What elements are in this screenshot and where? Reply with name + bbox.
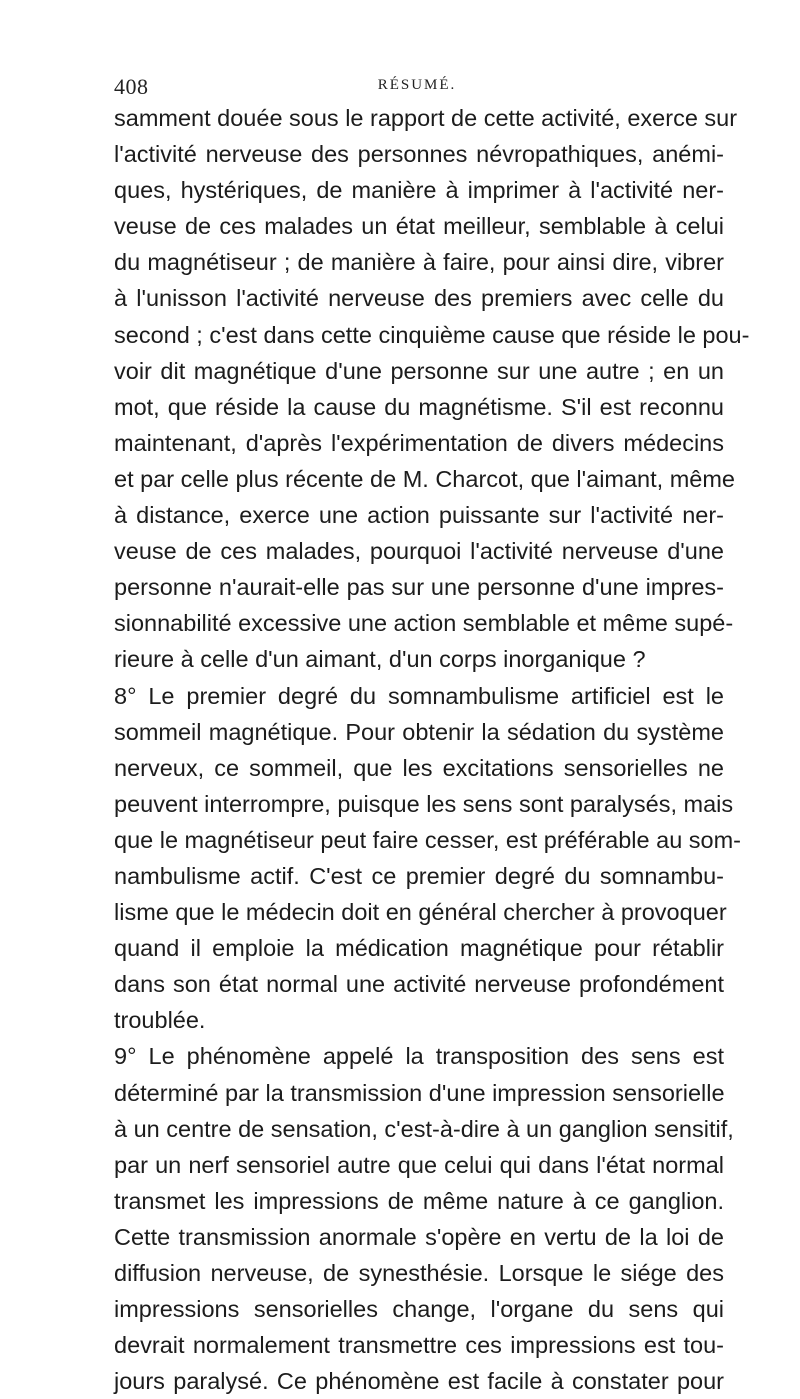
text-line: sommeil magnétique. Pour obtenir la sédation du système bbox=[114, 718, 724, 745]
text-line: personne n'aurait-elle pas sur une personne d'une impres- bbox=[114, 574, 724, 601]
text-line: ques, hystériques, de manière à imprimer à l'activité ner- bbox=[114, 177, 724, 204]
body-text bbox=[114, 100, 750, 1399]
text-line: troublée. bbox=[114, 1007, 206, 1034]
text-line: sionnabilité excessive une action semblable et même supé- bbox=[114, 610, 734, 637]
text-line: à distance, exerce une action puissante sur l'activité ner- bbox=[114, 502, 724, 529]
text-line: maintenant, d'après l'expérimentation de divers médecins bbox=[114, 429, 724, 456]
text-line: peuvent interrompre, puisque les sens sont paralysés, mais bbox=[114, 790, 734, 817]
text-line: 9° Le phénomène appelé la transposition des sens est bbox=[114, 1043, 724, 1070]
text-line: devrait normalement transmettre ces impressions est tou- bbox=[114, 1332, 724, 1359]
text-line: samment douée sous le rapport de cette activité, exerce sur bbox=[114, 105, 738, 131]
running-head: RÉSUMÉ. bbox=[377, 77, 457, 93]
page-header bbox=[114, 74, 720, 99]
text-line: second ; c'est dans cette cinquième cause que réside le pou- bbox=[114, 321, 750, 348]
text-line: et par celle plus récente de M. Charcot, que l'aimant, même bbox=[114, 465, 736, 492]
text-line: du magnétiseur ; de manière à faire, pour ainsi dire, vibrer bbox=[114, 249, 724, 276]
text-line: quand il emploie la médication magnétique pour rétablir bbox=[114, 935, 724, 962]
text-line: nerveux, ce sommeil, que les excitations sensorielles ne bbox=[114, 754, 724, 781]
text-line: 8° Le premier degré du somnambulisme artificiel est le bbox=[114, 682, 724, 709]
text-line: à un centre de sensation, c'est-à-dire à un ganglion sensitif, bbox=[114, 1115, 734, 1142]
text-line: lisme que le médecin doit en général chercher à provoquer bbox=[114, 899, 727, 926]
text-line: l'activité nerveuse des personnes névropathiques, anémi- bbox=[114, 141, 724, 168]
page-number: 408 bbox=[114, 74, 149, 99]
text-line: rieure à celle d'un aimant, d'un corps inorganique ? bbox=[114, 646, 646, 673]
text-line: nambulisme actif. C'est ce premier degré du somnambu- bbox=[114, 862, 724, 889]
text-line: diffusion nerveuse, de synesthésie. Lorsque le siége des bbox=[114, 1260, 724, 1286]
text-line: par un nerf sensoriel autre que celui qui dans l'état normal bbox=[114, 1151, 724, 1178]
text-line: jours paralysé. Ce phénomène est facile à constater pour bbox=[114, 1368, 724, 1395]
text-line: veuse de ces malades un état meilleur, semblable à celui bbox=[114, 213, 724, 240]
text-line: voir dit magnétique d'une personne sur une autre ; en un bbox=[114, 357, 724, 384]
text-line: Cette transmission anormale s'opère en vertu de la loi de bbox=[114, 1223, 724, 1250]
text-line: impressions sensorielles change, l'organe du sens qui bbox=[114, 1296, 724, 1323]
text-line: déterminé par la transmission d'une impression sensorielle bbox=[114, 1079, 725, 1106]
text-line: veuse de ces malades, pourquoi l'activité nerveuse d'une bbox=[114, 538, 724, 565]
text-line: à l'unisson l'activité nerveuse des premiers avec celle du bbox=[114, 285, 724, 312]
text-line: transmet les impressions de même nature à ce ganglion. bbox=[114, 1187, 724, 1214]
text-line: mot, que réside la cause du magnétisme. S'il est reconnu bbox=[114, 393, 724, 420]
text-line: dans son état normal une activité nerveuse profondément bbox=[114, 971, 724, 998]
text-line: que le magnétiseur peut faire cesser, est préférable au som- bbox=[114, 826, 742, 853]
